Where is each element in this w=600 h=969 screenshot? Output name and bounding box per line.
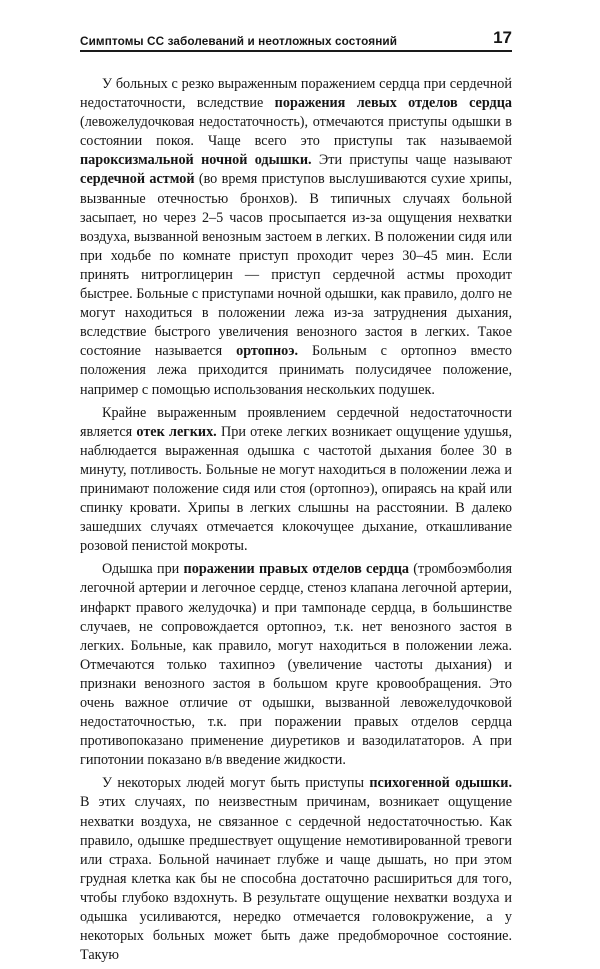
text-run: Больным с ортопноэ вместо положения лежа приходится принимать полусидячее положение, например с помощью использования нескольких подушек. (80, 343, 512, 398)
bold-term: поражения левых отделов сердца (274, 95, 512, 112)
bold-term: отек легких. (136, 423, 217, 440)
paragraph (80, 774, 512, 965)
text-run: При отеке легких возникает ощущение удушья, наблюдается выраженная одышка с частотой дыхания более 30 в минуту, потливость. Больные не могут находиться в положении лежа и принимают положение сидя или стоя (ортопноэ), опираясь на край или спинку кровати. Хрипы в легких слышны на расстоянии. В далеко зашедших случаях отмечается клокочущее дыхание, откашливание розовой пенистой мокроты. (80, 423, 513, 555)
paragraph (80, 404, 512, 557)
bold-term: ортопноэ. (236, 343, 299, 360)
text-run: У некоторых людей могут быть приступы (102, 775, 370, 792)
text-run: (во время приступов выслушиваются сухие хрипы, вызванные отечностью бронхов). В типичных случаях больной засыпает, но через 2–5 часов просыпается из-за ощущения нехватки воздуха, вызванной венозным застоем в легких. В положении сидя или при ходьбе по комнате приступ проходит через 30–45 мин. Если принять нитроглицерин — приступ сердечной астмы проходит быстрее. Больные с приступами ночной одышки, как правило, долго не могут находиться в положении лежа из-за затруднения дыхания, вследствие быстрого увеличения венозного застоя в легких. Такое состояние называется (80, 171, 512, 360)
text-run: (тромбоэмболия легочной артерии и легочное сердце, стеноз клапана легочной артерии, инфаркт правого желудочка) и при тампонаде сердца, в большинстве случаев, не сопровождается ортопноэ, т.к. нет венозного застоя в легких. Больные, как правило, могут находиться в положении лежа. Отмечаются только тахипноэ (увеличение частоты дыхания) и признаки венозного застоя в большом круге кровообращения. Это очень важное отличие от одышки, вызванной левожелудочковой недостаточностью, т.к. при поражении правых отделов сердца противопоказано применение диуретиков и вазодилататоров. А при гипотонии показано в/в введение жидкости. (80, 561, 513, 769)
text-run: У больных с резко выраженным поражением сердца при сердечной недостаточности, вследствие (80, 76, 512, 112)
bold-term: сердечной астмой (80, 171, 195, 188)
page-number: 17 (493, 28, 512, 47)
paragraph (80, 75, 512, 400)
running-title: Симптомы СС заболеваний и неотложных состояний (80, 34, 398, 48)
bold-term: пароксизмальной ночной одышки. (80, 152, 312, 169)
paragraph (80, 560, 512, 770)
page-body (80, 75, 512, 969)
text-run: Эти приступы чаще называют (311, 152, 512, 169)
text-run: (левожелудочковая недостаточность), отмечаются приступы одышки в состоянии покоя. Чаще всего это приступы так называемой (80, 114, 512, 150)
text-run: В этих случаях, по неизвестным причинам, возникает ощущение нехватки воздуха, не связанное с сердечной недостаточностью. Как правило, одышке предшествует ощущение немотивированной тревоги или страха. Больной начинает глубже и чаще дышать, но при этом грудная клетка как бы не способна достаточно расшириться для того, чтобы глубоко вздохнуть. В результате ощущение нехватки воздуха и одышка усиливаются, нередко отмечается головокружение, а у некоторых больных может быть даже предобморочное состояние. Такую (80, 794, 512, 964)
bold-term: поражении правых отделов сердца (183, 561, 409, 578)
text-run: Крайне выраженным проявлением сердечной недостаточности является (80, 404, 512, 440)
page-header (80, 28, 512, 52)
text-run: Одышка при (102, 561, 184, 578)
bold-term: психогенной одышки. (369, 775, 512, 792)
